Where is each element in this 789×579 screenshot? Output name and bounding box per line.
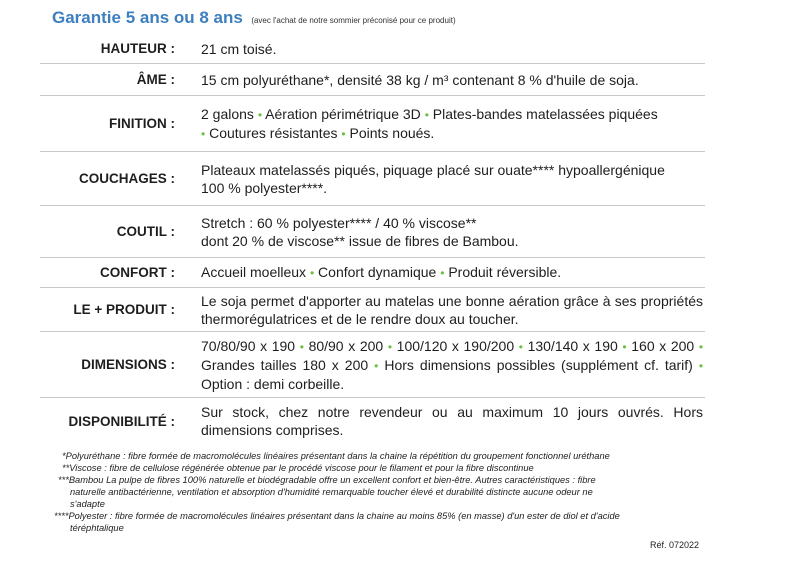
spec-item: 100/120 x 190/200 [396, 337, 515, 354]
footnote-bambou: ***Bambou La pulpe de fibres 100% naturelle et biodégradable offre un excellent confort et bien-être. Autres caractéristiques : fibre [58, 475, 596, 485]
spec-label: HAUTEUR : [100, 41, 175, 56]
spec-value: Le soja permet d'apporter au matelas une bonne aération grâce à ses propriétés thermorégulatrices et de le rendre doux au toucher. [201, 292, 703, 327]
spec-item: 80/90 x 200 [308, 337, 384, 354]
spec-row-le-plus-produit [40, 288, 705, 332]
spec-label: COUTIL : [116, 224, 175, 239]
spec-value [201, 105, 705, 143]
spec-row-ame [40, 64, 705, 96]
bullet-dot: • [299, 339, 304, 354]
bullet-dot: • [698, 358, 704, 373]
spec-item: Accueil moelleux [201, 264, 307, 280]
footnote-polyester-cont: téréphtalique [70, 523, 124, 533]
spec-label: CONFORT : [100, 265, 175, 280]
bullet-dot: • [518, 339, 523, 354]
spec-row-disponibilite [40, 398, 705, 444]
spec-value: 21 cm toisé. [201, 40, 277, 57]
spec-item: 130/140 x 190 [527, 337, 618, 354]
spec-row-dimensions [40, 332, 705, 398]
spec-line: Stretch : 60 % polyester**** / 40 % viscose** [201, 214, 477, 231]
bullet-dot: • [257, 107, 263, 122]
reference-code: Réf. 072022 [649, 540, 699, 550]
spec-item: Aération périmétrique 3D [265, 105, 421, 122]
spec-label: DIMENSIONS : [81, 357, 175, 372]
spec-item: Option : demi corbeille. [201, 375, 345, 392]
spec-row-coutil [40, 206, 705, 258]
spec-label: DISPONIBILITÉ : [68, 413, 175, 429]
spec-label: ÂME : [136, 72, 175, 87]
footnotes [52, 450, 712, 534]
spec-item: Grandes tailles 180 x 200 [201, 356, 369, 373]
spec-item: Produit réversible. [448, 264, 562, 280]
spec-row-confort [40, 258, 705, 288]
bullet-dot: • [201, 126, 206, 141]
spec-line: 100 % polyester****. [201, 179, 328, 196]
spec-label: FINITION : [109, 116, 175, 131]
footnote-bambou-end: s'adapte [70, 499, 105, 509]
spec-label: COUCHAGES : [78, 171, 175, 186]
bullet-dot: • [440, 266, 445, 280]
document-header [52, 8, 456, 28]
bullet-dot: • [374, 358, 379, 373]
bullet-dot: • [341, 126, 346, 141]
spec-value [201, 263, 705, 282]
spec-item: Plates-bandes matelassées piquées [432, 105, 658, 122]
footnote-polyurethane: *Polyuréthane : fibre formée de macromolécules linéaires présentant dans la chaine la répétition du groupement fonctionnel uréthane [62, 451, 610, 461]
spec-table [40, 34, 705, 444]
spec-line: Plateaux matelassés piqués, piquage placé sur ouate**** hypoallergénique [201, 161, 665, 178]
spec-label: LE + PRODUIT : [73, 302, 175, 317]
spec-row-couchages [40, 152, 705, 206]
spec-item: Points noués. [349, 124, 435, 141]
spec-value [201, 214, 705, 250]
guarantee-subtitle: (avec l'achat de notre sommier préconisé pour ce produit) [251, 16, 456, 25]
spec-item: 160 x 200 [631, 337, 695, 354]
guarantee-title: Garantie 5 ans ou 8 ans [52, 8, 243, 27]
bullet-dot: • [424, 107, 429, 122]
footnote-viscose: **Viscose : fibre de cellulose régénérée obtenue par le procédé viscose pour le filament et pour la fibre discontinue [62, 463, 534, 473]
spec-row-finition [40, 96, 705, 152]
spec-item: Coutures résistantes [209, 124, 338, 141]
bullet-dot: • [698, 339, 704, 354]
spec-item: Hors dimensions possibles (supplément cf. tarif) [384, 356, 693, 373]
spec-item: 2 galons [201, 105, 254, 122]
spec-item: 70/80/90 x 190 [201, 337, 296, 354]
spec-value [201, 337, 705, 393]
spec-line: dont 20 % de viscose** issue de fibres de Bambou. [201, 232, 519, 249]
spec-item: Confort dynamique [318, 264, 437, 280]
bullet-dot: • [387, 339, 393, 354]
spec-value [201, 161, 705, 197]
spec-value: 15 cm polyuréthane*, densité 38 kg / m³ contenant 8 % d'huile de soja. [201, 71, 639, 88]
spec-row-hauteur [40, 34, 705, 64]
spec-value: Sur stock, chez notre revendeur ou au maximum 10 jours ouvrés. Hors dimensions comprises. [201, 404, 703, 438]
bullet-dot: • [309, 266, 315, 280]
footnote-polyester: ****Polyester : fibre formée de macromolécules linéaires présentant dans la chaine au moins 85% (en masse) d'un ester de diol et d'acide [54, 511, 620, 521]
bullet-dot: • [622, 339, 627, 354]
footnote-bambou-cont: naturelle antibactérienne, ventilation et absorption d'humidité remarquable toucher élevé et durabilité distincte aucune odeur ne [70, 487, 593, 497]
